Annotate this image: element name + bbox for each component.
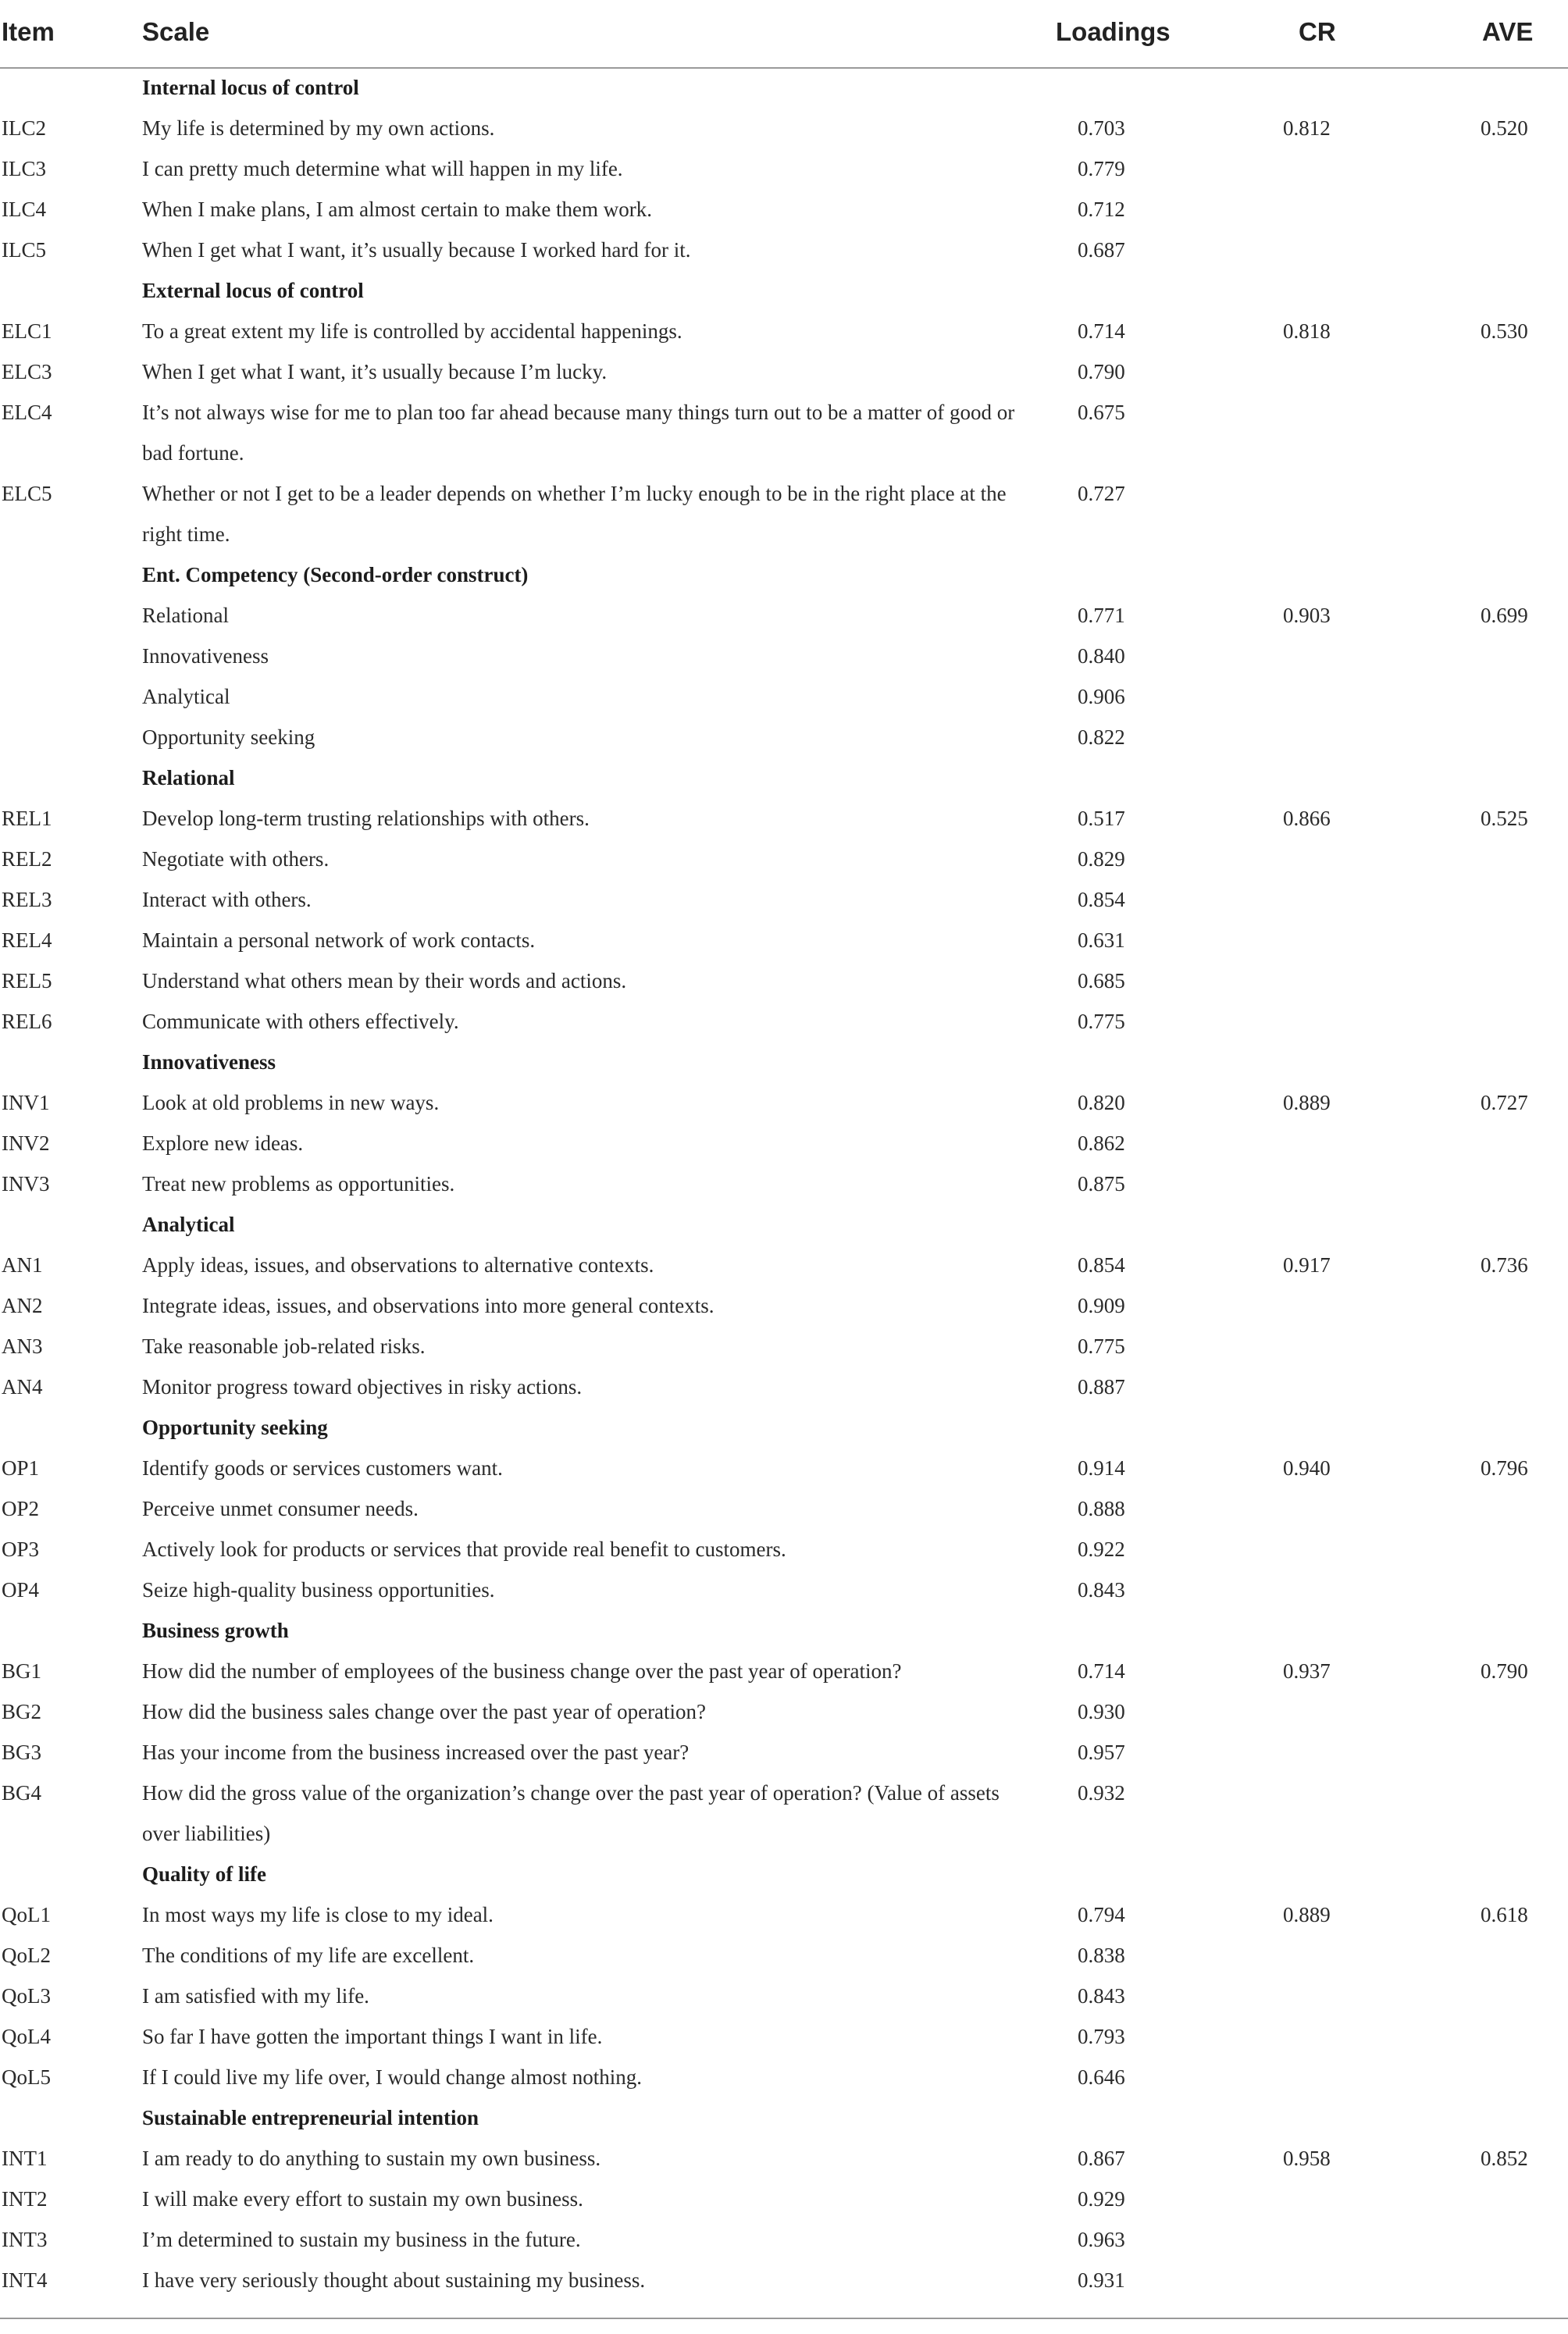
item-cell: INT2 [2,2187,48,2211]
item-cell: ELC4 [2,401,52,424]
item-cell: OP4 [2,1578,40,1602]
loading-cell: 0.779 [1078,157,1125,180]
table-row [0,392,1568,473]
item-cell: BG2 [2,1700,42,1723]
table-row [0,1163,1568,1204]
loading-cell: 0.687 [1078,238,1125,262]
item-cell: BG1 [2,1659,42,1683]
cr-cell: 0.812 [1283,116,1331,140]
loading-cell: 0.888 [1078,1497,1125,1520]
scale-cell: My life is determined by my own actions. [142,116,495,140]
table-row [0,2179,1568,2219]
scale-cell: Integrate ideas, issues, and observations into more general contexts. [142,1294,715,1317]
table-row [0,839,1568,879]
item-cell: OP2 [2,1497,40,1520]
loading-cell: 0.714 [1078,1659,1125,1683]
ave-cell: 0.699 [1481,604,1528,627]
scale-cell: Develop long-term trusting relationships with others. [142,807,590,830]
loading-cell: 0.727 [1078,482,1125,505]
item-cell: BG4 [2,1781,42,1805]
item-cell: ELC5 [2,482,52,505]
cr-cell: 0.889 [1283,1903,1331,1926]
loading-cell: 0.631 [1078,928,1125,952]
item-cell: ILC3 [2,157,46,180]
loading-cell: 0.932 [1078,1781,1125,1805]
table-header [0,0,1568,69]
item-cell: ILC5 [2,238,46,262]
section-title: Innovativeness [142,1050,276,1074]
cr-cell: 0.818 [1283,319,1331,343]
loading-cell: 0.771 [1078,604,1125,627]
loading-cell: 0.922 [1078,1538,1125,1561]
table-row [0,230,1568,270]
item-cell: ILC4 [2,198,46,221]
item-cell: OP1 [2,1456,40,1480]
loading-cell: 0.712 [1078,198,1125,221]
cr-cell: 0.958 [1283,2147,1331,2170]
table-row [0,2016,1568,2057]
scale-cell: If I could live my life over, I would change almost nothing. [142,2065,643,2089]
scale-cell: I have very seriously thought about sustaining my business. [142,2268,646,2292]
scale-cell: Opportunity seeking [142,725,315,749]
item-cell: QoL5 [2,2065,51,2089]
table-body [0,67,1568,2300]
item-cell: REL6 [2,1010,52,1033]
ave-cell: 0.618 [1481,1903,1528,1926]
table-row [0,1326,1568,1367]
item-cell: REL2 [2,847,52,871]
loading-cell: 0.929 [1078,2187,1125,2211]
loading-cell: 0.793 [1078,2025,1125,2048]
cr-cell: 0.903 [1283,604,1331,627]
table-row [0,1570,1568,1610]
scale-cell: How did the number of employees of the business change over the past year of operation? [142,1659,902,1683]
table-row [0,1529,1568,1570]
item-cell: QoL1 [2,1903,51,1926]
loading-cell: 0.957 [1078,1741,1125,1764]
scale-cell: Actively look for products or services that provide real benefit to customers. [142,1538,786,1561]
scale-cell: Analytical [142,685,230,708]
header-loadings: Loadings [1056,17,1171,46]
loading-cell: 0.887 [1078,1375,1125,1399]
table-row [0,2138,1568,2179]
header-ave: AVE [1482,17,1534,46]
table-row [0,920,1568,960]
loading-cell: 0.794 [1078,1903,1125,1926]
loading-cell: 0.646 [1078,2065,1125,2089]
section-header-row [0,1204,1568,1245]
loading-cell: 0.909 [1078,1294,1125,1317]
table-row [0,717,1568,757]
item-cell: ELC3 [2,360,52,383]
cr-cell: 0.917 [1283,1253,1331,1277]
table-row [0,1732,1568,1773]
scale-cell: Maintain a personal network of work contacts. [142,928,536,952]
ave-cell: 0.736 [1481,1253,1528,1277]
scale-cell: When I make plans, I am almost certain to make them work. [142,198,653,221]
scale-cell: Perceive unmet consumer needs. [142,1497,419,1520]
ave-cell: 0.520 [1481,116,1528,140]
loading-cell: 0.838 [1078,1944,1125,1967]
loading-cell: 0.854 [1078,888,1125,911]
section-title: Ent. Competency (Second-order construct) [142,563,529,586]
table-row [0,1285,1568,1326]
section-header-row [0,1854,1568,1894]
section-title: Sustainable entrepreneurial intention [142,2106,479,2129]
scale-cell: Monitor progress toward objectives in risky actions. [142,1375,583,1399]
item-cell: INV3 [2,1172,50,1196]
loading-cell: 0.843 [1078,1578,1125,1602]
bottom-rule [0,2318,1568,2319]
loading-cell: 0.714 [1078,319,1125,343]
table-row [0,798,1568,839]
loading-cell: 0.775 [1078,1334,1125,1358]
item-cell: QoL4 [2,2025,51,2048]
section-title: Opportunity seeking [142,1416,328,1439]
item-cell: AN3 [2,1334,43,1358]
table-row [0,1448,1568,1488]
scale-cell: Whether or not I get to be a leader depends on whether I’m lucky enough to be in the right place at the right time. [142,482,1007,546]
header-cr: CR [1299,17,1336,46]
loading-cell: 0.775 [1078,1010,1125,1033]
item-cell: AN2 [2,1294,43,1317]
loading-cell: 0.685 [1078,969,1125,992]
table-row [0,189,1568,230]
item-cell: AN4 [2,1375,43,1399]
loading-cell: 0.914 [1078,1456,1125,1480]
section-header-row [0,1610,1568,1651]
loading-cell: 0.906 [1078,685,1125,708]
cr-cell: 0.866 [1283,807,1331,830]
table-row [0,1488,1568,1529]
scale-cell: Look at old problems in new ways. [142,1091,440,1114]
item-cell: BG3 [2,1741,42,1764]
table-row [0,2057,1568,2097]
loading-cell: 0.854 [1078,1253,1125,1277]
section-title: Analytical [142,1213,235,1236]
ave-cell: 0.525 [1481,807,1528,830]
scale-cell: Understand what others mean by their words and actions. [142,969,627,992]
scale-cell: In most ways my life is close to my ideal. [142,1903,494,1926]
table-row [0,960,1568,1001]
scale-cell: Innovativeness [142,644,269,668]
scale-cell: To a great extent my life is controlled by accidental happenings. [142,319,682,343]
item-cell: ILC2 [2,116,46,140]
scale-cell: How did the gross value of the organization’s change over the past year of operation? (Value of assets over liabilities) [142,1781,1000,1845]
loading-cell: 0.930 [1078,1700,1125,1723]
loading-cell: 0.820 [1078,1091,1125,1114]
item-cell: INT1 [2,2147,48,2170]
ave-cell: 0.530 [1481,319,1528,343]
table-row [0,473,1568,554]
scale-cell: Relational [142,604,229,627]
scale-cell: Seize high-quality business opportunities. [142,1578,495,1602]
item-cell: INV1 [2,1091,50,1114]
table-row [0,1773,1568,1854]
section-header-row [0,1042,1568,1082]
item-cell: AN1 [2,1253,43,1277]
scale-cell: It’s not always wise for me to plan too far ahead because many things turn out to be a matter of good or bad fortune. [142,401,1015,465]
loading-cell: 0.875 [1078,1172,1125,1196]
table-row [0,1082,1568,1123]
section-header-row [0,270,1568,311]
scale-cell: Interact with others. [142,888,312,911]
loading-cell: 0.790 [1078,360,1125,383]
table-row [0,676,1568,717]
section-header-row [0,1407,1568,1448]
scale-cell: I can pretty much determine what will happen in my life. [142,157,623,180]
table-row [0,1367,1568,1407]
item-cell: INT4 [2,2268,48,2292]
table-row [0,595,1568,636]
scale-cell: I am satisfied with my life. [142,1984,369,2008]
loading-cell: 0.517 [1078,807,1125,830]
table-row [0,108,1568,148]
item-cell: INV2 [2,1131,50,1155]
header-scale: Scale [142,17,210,46]
item-cell: REL5 [2,969,52,992]
scale-cell: Communicate with others effectively. [142,1010,459,1033]
table-row [0,636,1568,676]
scale-cell: So far I have gotten the important things I want in life. [142,2025,603,2048]
table-row [0,1245,1568,1285]
loading-cell: 0.963 [1078,2228,1125,2251]
scale-cell: Negotiate with others. [142,847,330,871]
cr-cell: 0.940 [1283,1456,1331,1480]
scale-cell: Treat new problems as opportunities. [142,1172,455,1196]
scale-cell: When I get what I want, it’s usually because I worked hard for it. [142,238,691,262]
scale-cell: Explore new ideas. [142,1131,304,1155]
ave-cell: 0.796 [1481,1456,1528,1480]
table-row [0,1894,1568,1935]
scale-cell: Identify goods or services customers want. [142,1456,503,1480]
scale-cell: How did the business sales change over the past year of operation? [142,1700,707,1723]
ave-cell: 0.727 [1481,1091,1528,1114]
scale-cell: Has your income from the business increased over the past year? [142,1741,690,1764]
section-header-row [0,554,1568,595]
item-cell: REL3 [2,888,52,911]
table-row [0,2219,1568,2260]
table-row [0,1935,1568,1976]
section-title: Relational [142,766,235,789]
loading-cell: 0.675 [1078,401,1125,424]
scale-cell: I will make every effort to sustain my own business. [142,2187,583,2211]
scale-cell: I am ready to do anything to sustain my own business. [142,2147,601,2170]
item-cell: QoL2 [2,1944,51,1967]
section-header-row [0,67,1568,108]
table-row [0,1976,1568,2016]
loading-cell: 0.840 [1078,644,1125,668]
cr-cell: 0.889 [1283,1091,1331,1114]
loading-cell: 0.862 [1078,1131,1125,1155]
table-row [0,1651,1568,1691]
item-cell: OP3 [2,1538,40,1561]
loading-cell: 0.822 [1078,725,1125,749]
table-row [0,311,1568,351]
loading-cell: 0.867 [1078,2147,1125,2170]
loading-cell: 0.829 [1078,847,1125,871]
table-row [0,1123,1568,1163]
table-row [0,879,1568,920]
section-title: Internal locus of control [142,76,359,99]
table-row [0,1001,1568,1042]
scale-cell: I’m determined to sustain my business in the future. [142,2228,581,2251]
section-title: Quality of life [142,1862,266,1886]
item-cell: ELC1 [2,319,52,343]
table-row [0,351,1568,392]
scale-cell: Take reasonable job-related risks. [142,1334,426,1358]
section-header-row [0,757,1568,798]
loading-cell: 0.843 [1078,1984,1125,2008]
scale-cell: The conditions of my life are excellent. [142,1944,475,1967]
section-title: Business growth [142,1619,289,1642]
header-item: Item [2,17,55,46]
loading-cell: 0.931 [1078,2268,1125,2292]
section-title: External locus of control [142,279,364,302]
table-row [0,1691,1568,1732]
item-cell: REL1 [2,807,52,830]
loading-cell: 0.703 [1078,116,1125,140]
scale-cell: When I get what I want, it’s usually because I’m lucky. [142,360,608,383]
ave-cell: 0.852 [1481,2147,1528,2170]
item-cell: REL4 [2,928,52,952]
cr-cell: 0.937 [1283,1659,1331,1683]
scale-cell: Apply ideas, issues, and observations to alternative contexts. [142,1253,654,1277]
item-cell: INT3 [2,2228,48,2251]
table-row [0,2260,1568,2300]
section-header-row [0,2097,1568,2138]
item-cell: QoL3 [2,1984,51,2008]
ave-cell: 0.790 [1481,1659,1528,1683]
table-row [0,148,1568,189]
